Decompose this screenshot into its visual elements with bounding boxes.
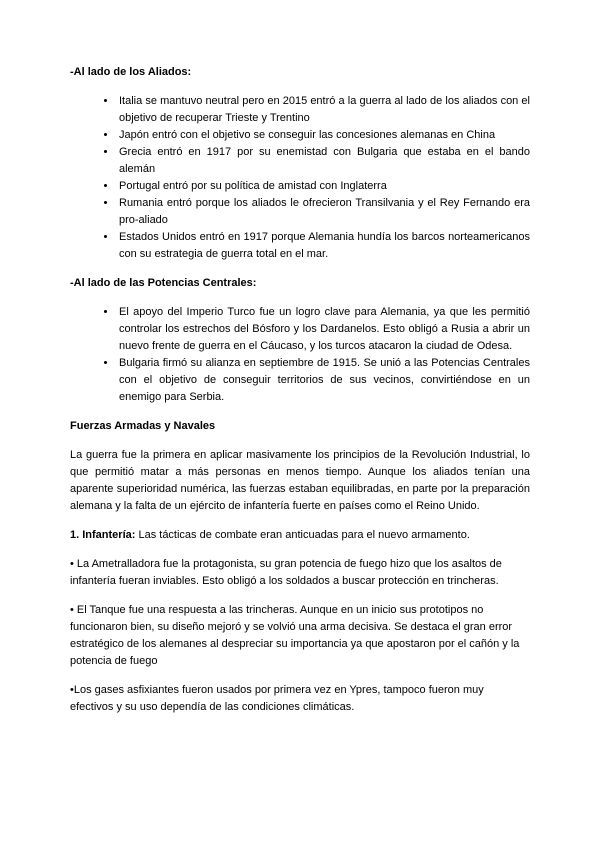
list-item: • Grecia entró en 1917 por su enemistad con Bulgaria que estaba en el bando alemán [117, 144, 530, 178]
list-item: • Estados Unidos entró en 1917 porque Alemania hundía los barcos norteamericanos con su estrategia de guerra total en el mar. [117, 229, 530, 263]
list-item: • Portugal entró por su política de amistad con Inglaterra [117, 178, 530, 195]
allies-list [70, 93, 530, 263]
heading-armed-forces: Fuerzas Armadas y Navales [70, 420, 216, 432]
list-item: • Bulgaria firmó su alianza en septiembre de 1915. Se unió a las Potencias Centrales con el objetivo de conseguir territorios de sus vecinos, convirtiéndose en un enemigo para Serbia. [117, 355, 530, 406]
paragraph-gas: •Los gases asfixiantes fueron usados por primera vez en Ypres, tampoco fueron muy efectivos y su uso dependía de las condiciones climáticas. [70, 684, 484, 713]
list-item: • Italia se mantuvo neutral pero en 2015 entró a la guerra al lado de los aliados con el objetivo de recuperar Trieste y Trentino [117, 93, 530, 127]
list-item: • El apoyo del Imperio Turco fue un logro clave para Alemania, ya que les permitió controlar los estrechos del Bósforo y los Dardanelos. Esto obligó a Rusia a abrir un nuevo frente de guerra en el Cáucaso, y los turcos atacaron la ciudad de Odesa. [117, 304, 530, 355]
paragraph-armed-forces-intro: La guerra fue la primera en aplicar masivamente los principios de la Revolución Industrial, lo que permitió matar a más personas en menos tiempo. Aunque los aliados tenían una aparente superioridad numérica, las fuerzas estaban equilibradas, en parte por la preparación alemana y la falta de un ejército de infantería fuerte en países como el Reino Unido. [70, 449, 530, 512]
heading-central-powers: -Al lado de las Potencias Centrales: [70, 277, 257, 289]
paragraph-tank: • El Tanque fue una respuesta a las trincheras. Aunque en un inicio sus prototipos no funcionaron bien, su diseño mejoró y se volvió una arma decisiva. Se destaca el gran error estratégico de los alemanes al despreciar su importancia ya que apostaron por el cañón y la potencia de fuego [70, 604, 520, 667]
paragraph-machine-gun: • La Ametralladora fue la protagonista, su gran potencia de fuego hizo que los asaltos de infantería fueran inviables. Esto obligó a los soldados a buscar protección en trincheras. [70, 558, 502, 587]
heading-allies: -Al lado de los Aliados: [70, 66, 192, 78]
infantry-label: 1. Infantería: [70, 529, 136, 541]
paragraph-infantry [70, 527, 530, 544]
list-item: • Japón entró con el objetivo se conseguir las concesiones alemanas en China [117, 127, 530, 144]
infantry-text: Las tácticas de combate eran anticuadas para el nuevo armamento. [138, 529, 470, 541]
central-powers-list [70, 304, 530, 406]
list-item: • Rumania entró porque los aliados le ofrecieron Transilvania y el Rey Fernando era pro-aliado [117, 195, 530, 229]
